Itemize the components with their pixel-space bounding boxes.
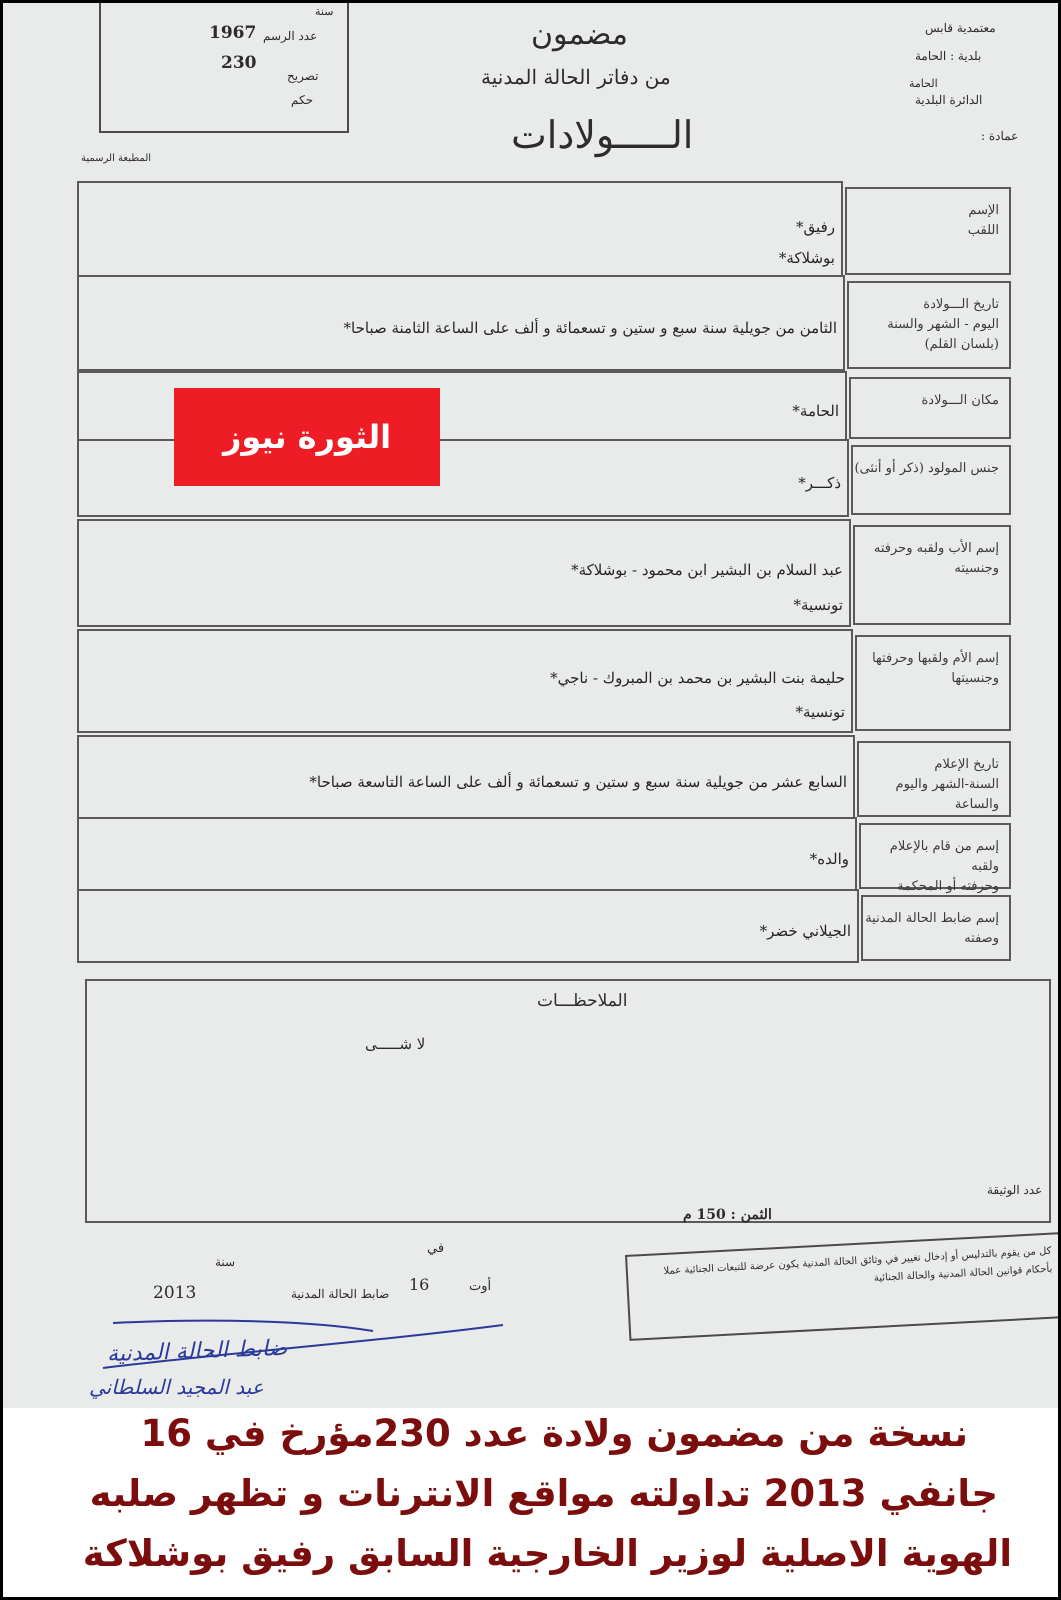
table-row-label: تاريخ الـــولادة: [923, 297, 999, 312]
table-row-label-group: [968, 201, 999, 241]
footer-id-label: عدد الوثيقة: [987, 1183, 1043, 1197]
footer-date-month: أوت: [469, 1279, 492, 1294]
remarks-title: الملاحظـــات: [537, 991, 628, 1011]
table-row-value: تونسية*: [793, 595, 843, 614]
table-row-value-cell: [77, 181, 843, 277]
table-row-label: جنس المولود (ذكر أو أنثى): [854, 461, 999, 476]
table-row-value: عبد السلام بن البشير ابن محمود - بوشلاكة*: [571, 560, 843, 579]
table-row-label-group: [854, 459, 999, 479]
table-row-label: إسم ضابط الحالة المدنية: [865, 911, 999, 926]
table-row-label: وصفته: [964, 931, 999, 946]
signature-stamp-line2: عبد المجيد السلطاني: [89, 1375, 264, 1399]
table-row-value-cell: [77, 889, 859, 963]
table-row-label-cell: [861, 895, 1011, 961]
table-row-label-group: [872, 649, 999, 689]
table-row-value: السابع عشر من جويلية سنة سبع و ستين و تسعمائة و ألف على الساعة التاسعة صباحا*: [309, 773, 847, 791]
table-row-value: تونسية*: [795, 703, 845, 721]
table-row-label: الإسم: [968, 203, 999, 218]
table-row-label-cell: [847, 281, 1011, 369]
table-row-label-cell: [845, 187, 1011, 275]
table-row-label: وجنسيته: [954, 561, 999, 576]
header-district-value: الحامة: [909, 77, 938, 90]
table-row-label: وجنسيتها: [951, 671, 999, 686]
table-row-label: (بلسان القلم): [924, 337, 999, 352]
table-row-label: إسم من قام بالإعلام ولقبه: [889, 839, 999, 874]
stamp-number-label: عدد الرسم: [263, 29, 318, 43]
table-row-label-cell: [851, 445, 1011, 515]
caption-area: [3, 1408, 1058, 1597]
table-row-label-group: [887, 295, 999, 355]
header-municipality: بلدية : الحامة: [915, 49, 982, 63]
table-row-value-cell: [77, 735, 855, 819]
table-row-value-cell: [77, 629, 853, 733]
table-row-label: اللقب: [967, 223, 999, 238]
table-row-value-cell: [77, 275, 845, 371]
legal-notice-box: [625, 1232, 1058, 1341]
table-row-label-group: [874, 539, 999, 579]
table-row-value: رفيق*: [796, 217, 835, 236]
stamp-year-value: 1967: [209, 23, 257, 43]
header-district: الدائرة البلدية: [915, 93, 983, 107]
table-row-label: السنة-الشهر واليوم والساعة: [895, 777, 999, 812]
table-row-label-cell: [849, 377, 1011, 439]
table-row-label-cell: [859, 823, 1011, 894]
header-delegation: معتمدية قابس: [925, 21, 996, 35]
stamp-declaration-label: تصريح: [287, 69, 319, 83]
table-row-value: ذكـــر*: [798, 474, 841, 492]
table-row-value: بوشلاكة*: [778, 249, 835, 268]
footer-date-day: 16: [409, 1275, 430, 1294]
signature-stroke-1: [113, 1321, 373, 1331]
table-row-label-group: [865, 909, 999, 949]
header-imada: عمادة :: [981, 129, 1019, 143]
table-row-value-cell: [77, 817, 857, 891]
table-row-label: اليوم - الشهر والسنة: [887, 317, 999, 332]
stamp-number-value: 230: [221, 53, 257, 73]
stamp-year-label: سنة: [315, 5, 334, 18]
table-row-label-cell: [857, 741, 1011, 817]
news-watermark-label: الثورة نيوز: [174, 388, 440, 486]
remarks-value: لا شـــــى: [365, 1035, 426, 1053]
table-row-value: والده*: [809, 850, 849, 868]
table-row-label: إسم الأب ولقبه وحرفته: [873, 541, 999, 556]
footer-year-label: سنة: [215, 1255, 236, 1269]
table-row-value-cell: [77, 519, 851, 627]
table-row-label-group: [921, 391, 999, 411]
table-row-label-cell: [855, 635, 1011, 731]
table-row-label: تاريخ الإعلام: [934, 757, 999, 772]
header-title-registers: من دفاتر الحالة المدنية: [481, 65, 671, 89]
footer-date-year: 2013: [153, 1283, 197, 1303]
table-row-label-group: [859, 755, 999, 815]
signature-stamp-line1: ضابط الحالة المدنية: [106, 1335, 288, 1368]
caption-line-1: نسخة من مضمون ولادة عدد 230مؤرخ في 16: [140, 1412, 968, 1455]
caption-line-3: الهوية الاصلية لوزير الخارجية السابق رفيق بوشلاكة: [82, 1532, 1012, 1575]
footer-officer-label: ضابط الحالة المدنية: [291, 1287, 390, 1301]
birth-certificate-document: [3, 3, 1058, 1408]
header-printer: المطبعة الرسمية: [81, 153, 152, 164]
stamp-ruling-label: حكم: [291, 93, 314, 107]
table-row-value: الحامة*: [792, 402, 839, 420]
legal-notice-text: كل من يقوم بالتدليس أو إدخال تغيير في وثائق الحالة المدنية يكون عرضة للتبعات الجنائية عملا بأحكام قوانين الحالة المدنية والحالة الجنائية: [663, 1245, 1053, 1284]
table-row-value: حليمة بنت البشير بن محمد بن المبروك - ناجي*: [550, 669, 845, 687]
header-main-title: الـــــولادات: [511, 113, 694, 157]
stamp-box: [99, 3, 349, 133]
table-row-label: مكان الـــولادة: [921, 393, 999, 408]
footer-price: الثمن : 150 م: [683, 1207, 772, 1223]
header-title-contents: مضمون: [531, 17, 628, 52]
caption-line-2: جانفي 2013 تداولته مواقع الانترنات و تظهر صلبه: [89, 1472, 998, 1515]
table-row-value: الثامن من جويلية سنة سبع و ستين و تسعمائة و ألف على الساعة الثامنة صباحا*: [343, 319, 837, 337]
table-row-label-cell: [853, 525, 1011, 625]
table-row-label: إسم الأم ولقبها وحرفتها: [872, 651, 999, 666]
table-row-label-group: [861, 837, 999, 897]
remarks-box: [85, 979, 1051, 1223]
footer-place-label: في: [427, 1241, 445, 1256]
table-row-label: وحرفته أو المحكمة: [897, 879, 999, 894]
table-row-value: الجيلاني خضر*: [759, 922, 851, 940]
